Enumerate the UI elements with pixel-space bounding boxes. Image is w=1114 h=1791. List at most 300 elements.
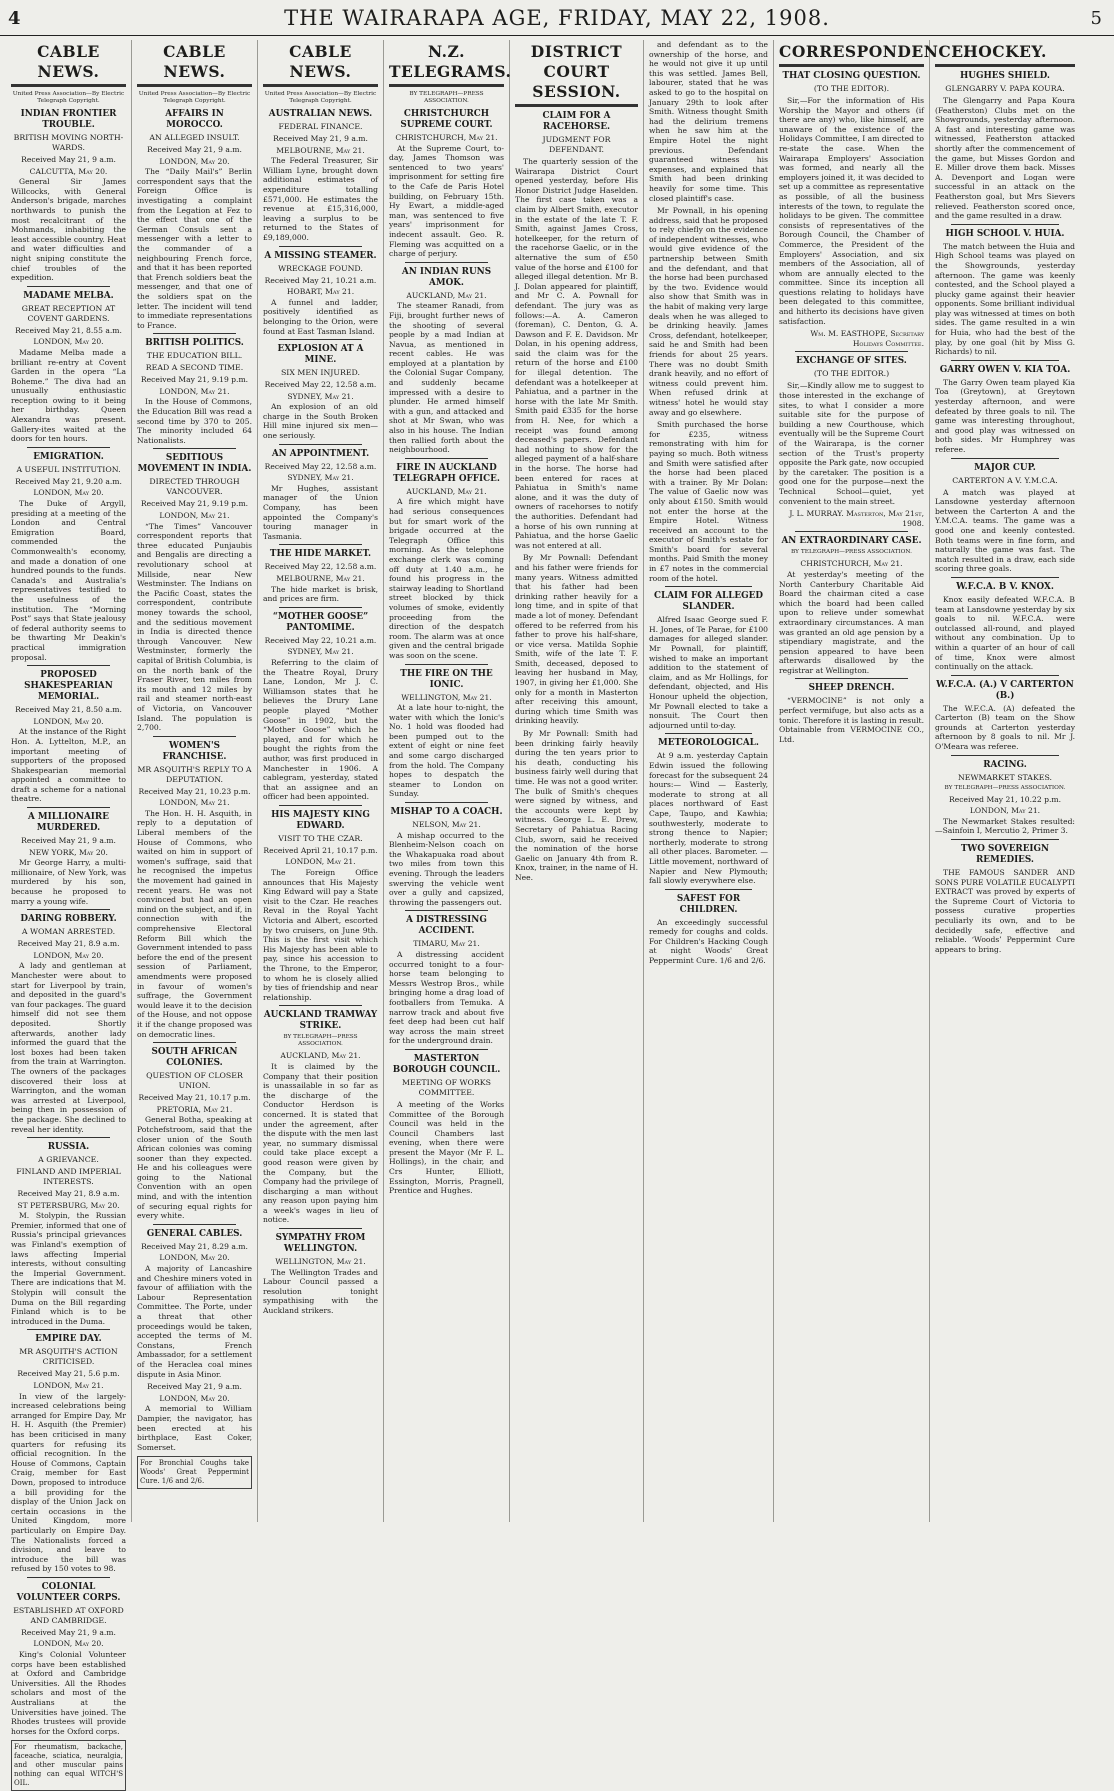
article-body: An explosion of an old charge in the South Broken Hill mine injured six men—one seriously.	[263, 402, 378, 441]
article	[11, 109, 126, 283]
dateline: WELLINGTON, May 21.	[401, 692, 492, 702]
divider	[951, 675, 1059, 676]
double-rule	[263, 84, 378, 87]
article-headline: INDIAN FRONTIER TROUBLE.	[20, 109, 117, 130]
left-folio: 4	[8, 8, 21, 29]
article-headline: AFFAIRS IN MOROCCO.	[165, 109, 224, 130]
divider	[665, 733, 752, 734]
article-headline: SEDITIOUS MOVEMENT IN INDIA.	[137, 453, 252, 475]
article	[137, 1224, 252, 1379]
divider	[951, 577, 1059, 578]
article	[649, 206, 768, 417]
article-body: At the instance of the Right Hon. A. Lyttelton, M.P., an important meeting of supporters of the proposed Shakespearian memorial appointed a committee to draft a scheme for a national theatre.	[11, 727, 126, 804]
article	[779, 329, 924, 348]
article-body: At 9 a.m. yesterday Captain Edwin issued the following forecast for the subsequent 24 hours:— Wind — Easterly, moderate to strong at all places northward of East Cape, Taupo, and Kawhia; southwesterly, moderate to strong thence to Napier; northerly, moderate to strong all other places. Barometer. — Little movement, northward of Napier and New Plymouth; fall slowly everywhere else.	[649, 751, 768, 886]
double-rule	[11, 84, 126, 87]
dateline: LONDON, May 20.	[159, 156, 230, 166]
article-body: At yesterday's meeting of the North Canterbury Charitable Aid Board the chairman cited a case which the board had been called upon to relieve under somewhat extraordinary circumstances. A man was granted an old age pension by a stipendiary magistrate, and the pension appeared to have been afterwards disallowed by the registrar at Wellington.	[779, 569, 924, 675]
dateline: AUCKLAND, May 21.	[406, 486, 487, 496]
dateline: WELLINGTON, May 21.	[275, 1257, 366, 1267]
column-7	[774, 40, 970, 1522]
article	[137, 333, 252, 445]
article	[263, 607, 378, 802]
divider	[405, 910, 488, 911]
column-3	[258, 40, 384, 1522]
article-body: A fire which might have had serious consequences but for smart work of the brigade occurred at the Telegraph Office this morning. As the telephone exchange clerk was coming off duty at 1.40 a.m., he found his progress in the stairway leading to Shortland street blocked by thick volumes of smoke, evidently proceeding from the direction of the despatch room. The alarm was at once given and the central brigade was soon on the scene.	[389, 497, 504, 660]
article-subheadline: BRITISH MOVING NORTH-WARDS.	[13, 133, 124, 152]
article-headline: AN INDIAN RUNS AMOK.	[401, 266, 492, 288]
article	[11, 286, 126, 444]
article	[779, 678, 924, 744]
article	[263, 805, 378, 1003]
article-body: The Federal Treasurer, Sir William Lyne, brought down additional estimates of expenditure totalling £571,000. He estimates the revenue at £15,316,000, leaving a surplus to be returned to the States of £9,189,000.	[263, 156, 378, 242]
dateline: PRETORIA, May 21.	[156, 1104, 233, 1114]
divider	[153, 1042, 236, 1043]
article-body: THE FAMOUS SANDER AND SONS PURE VOLATILE EUCALYPTI EXTRACT was proved by experts of the Supreme Court of Victoria to possess curative properties peculiarly its own, and to be decidedly safe, effective and reliable. ‘Woods’ Peppermint Cure appears to bring.	[935, 868, 1075, 954]
article-headline: PROPOSED SHAKESPEARIAN MEMORIAL.	[24, 670, 113, 703]
article	[263, 544, 378, 603]
double-rule	[389, 84, 504, 87]
article-body: In the House of Commons, the Education Bill was read a second time by 370 to 205. The minority included 64 Nationalists.	[137, 397, 252, 445]
received-time: Received May 21, 8.50 a.m.	[15, 705, 122, 715]
article-headline: EMIGRATION.	[33, 451, 104, 462]
article-body: The Garry Owen team played Kia Toa (Greytown), at Greytown yesterday afternoon, and were defeated by three goals to nil. The game was interesting throughout, and good play was witnessed on both sides. Mr Humphrey was referee.	[935, 377, 1075, 454]
article-headline: SOUTH AFRICAN COLONIES.	[151, 1047, 238, 1069]
dateline: AUCKLAND, May 21.	[406, 290, 487, 300]
article	[779, 351, 924, 506]
article-headline: CLAIM FOR ALLEGED SLANDER.	[654, 591, 763, 613]
article-headline: AUCKLAND TRAMWAY STRIKE.	[263, 1010, 378, 1032]
article	[935, 71, 1075, 221]
divider	[27, 909, 110, 910]
article-headline: THE FIRE ON THE IONIC.	[400, 668, 493, 690]
article-subheadline: (TO THE EDITOR.)	[813, 369, 890, 379]
article-headline: MAJOR CUP.	[974, 462, 1036, 473]
received-time: Received May 21, 9.19 p.m.	[140, 375, 249, 385]
divider	[795, 531, 908, 532]
article-headline: A DISTRESSING ACCIDENT.	[406, 915, 487, 937]
divider	[153, 1224, 236, 1225]
wire-credit: United Press Association—By Electric Telegraph Copyright.	[12, 91, 125, 104]
article	[515, 111, 638, 550]
received-time: Received April 21, 10.17 p.m.	[263, 845, 378, 855]
article-subheadline: JUDGMENT FOR DEFENDANT.	[542, 135, 611, 154]
article-body: Sir,—For the information of His Worship the Mayor and others (if there are any) who, like himself, are unaware of the existence of the Holidays Committee, I am directed to re-state the case. When the Wairarapa Employers' Association was formed, and nearly all the employers joined it, it was decided to set up a committee as representative as possible, of all the business interests of the town, to regulate the holidays to be given. The committee consists of representatives of the Borough Council, the Chamber of Commerce, the President of the Employers' Association, and six members of the Association, all of whom are annually elected to the committee. Since its inception all questions relating to holidays have been delegated to this committee, and hitherto its decisions have given satisfaction.	[779, 96, 924, 326]
received-time: Received May 21, 10.21 a.m.	[264, 275, 377, 285]
divider	[279, 1228, 362, 1229]
article-headline: THE HIDE MARKET.	[269, 549, 372, 560]
article-body: The “Daily Mail's” Berlin correspondent says that the Foreign Office is investigating a complaint from the Legation at Fez to the effect that one of the German Consuls sent a messenger with a letter to the commander of a neighbouring French force, and that it has been reported that French soldiers beat the messenger, and that one of the soldiers spat on the letter. The incident will tend to immediate representations to France.	[137, 167, 252, 330]
divider	[27, 807, 110, 808]
divider	[795, 351, 908, 352]
article-headline: CHRISTCHURCH SUPREME COURT.	[400, 109, 493, 130]
dateline: SYDNEY, May 21.	[287, 473, 354, 483]
article	[263, 444, 378, 542]
section-heading: CABLE NEWS.	[289, 42, 352, 81]
article-body: A memorial to William Dampier, the navigator, has been erected at his birthplace, East Coker, Somerset.	[137, 1404, 252, 1452]
article	[263, 109, 378, 243]
dateline: CALCUTTA, May 20.	[29, 166, 108, 176]
divider	[279, 246, 362, 247]
dateline: SYDNEY, May 21.	[287, 647, 354, 657]
dateline: LONDON, May 21.	[33, 1381, 104, 1390]
divider	[951, 458, 1059, 459]
dateline: LONDON, May 20.	[159, 1253, 230, 1263]
dateline: LONDON, May 20.	[33, 488, 104, 498]
article	[935, 458, 1075, 574]
divider	[665, 889, 752, 890]
dateline: SYDNEY, May 21.	[287, 391, 354, 401]
article-headline: GARRY OWEN V. KIA TOA.	[939, 364, 1071, 375]
dateline: NELSON, May 21.	[412, 820, 481, 830]
article-body: The Wellington Trades and Labour Council passed a resolution tonight sympathising with the Auckland strikers.	[263, 1267, 378, 1316]
article-body: M. Stolypin, the Russian Premier, informed that one of Russia's principal grievances was Finland's exemption of laws affecting Imperial interests, without consulting the Imperial Government. There are indications that M. Stolypin will consult the Duma on the Bill regarding Finland which is to be introduced in the Duma.	[11, 1211, 126, 1326]
article	[389, 664, 504, 800]
article	[649, 40, 768, 203]
double-rule	[779, 64, 924, 67]
article-headline: A MISSING STEAMER.	[264, 250, 377, 261]
article-body: A funnel and ladder, positively identified as belonging to the Orion, were found at East Tasman Island.	[263, 297, 378, 336]
received-time: Received May 22, 12.58 a.m.	[264, 461, 377, 471]
article-headline: FIRE IN AUCKLAND TELEGRAPH OFFICE.	[393, 462, 500, 484]
article-body: “The Times” Vancouver correspondent reports that three educated Punjaubis and Bengalis are directing a revolutionary school at Millside, near New Westminster. The Indians on the Pacific Coast, states the correspondent, contribute money towards the school, and the seditious movement in India is directed thence through Vancouver. New Westminster, formerly the capital of British Columbia, is on the north bank of the Fraser River, ten miles from its mouth and 12 miles by rail and steamer north-east of Victoria, on Vancouver Island. The population is 2,700.	[137, 521, 252, 733]
article-body: The Duke of Argyll, presiding at a meeting of the London and Central Emigration Board, commended the Commonwealth's economy, and made a donation of one hundred pounds to the funds. Canada's and Australia's representatives testified to the usefulness of the institution. The “Morning Post” says that State jealousy of federal authority seems to be thwarting Mr Deakin's practical immigration proposal.	[11, 499, 126, 662]
section-heading: CORRESPONDENCE.	[779, 42, 970, 61]
received-time: Received May 21, 9 a.m.	[147, 145, 242, 154]
section-heading: HOCKEY.	[963, 42, 1047, 61]
article	[935, 224, 1075, 357]
article-body: A distressing accident occurred tonight to a four-horse team belonging to Messrs Westrop Bros., while bringing home a drag load of footballers from Temuka. A narrow track and about five feet deep had been cut half way across the main street for the underground drain.	[389, 949, 504, 1046]
divider	[27, 1137, 110, 1138]
dateline: LONDON, May 20.	[33, 716, 104, 726]
dateline: CHRISTCHURCH, May 21.	[395, 133, 498, 142]
double-rule	[137, 84, 252, 87]
received-time: Received May 21, 9.19 p.m.	[140, 499, 249, 509]
article-subheadline: A USEFUL INSTITUTION.	[16, 464, 121, 474]
article-body: The quarterly session of the Wairarapa District Court opened yesterday, before His Honor District Judge Haselden. The first case taken was a claim by Albert Smith, executor in the estate of the late T. F. Smith, against James Cross, hotelkeeper, for the return of the racehorse Gaelic, or in the alternative the sum of £50 value of the horse and £100 for alleged illegal detention. Mr B. J. Dolan appeared for plaintiff, and Mr C. A. Pownall for defendant. The jury was as follows:—A. A. Cameron (foreman), C. Denton, G. A. Dawson and F. E. Davidson. Mr Dolan, in his opening address, said the claim was for the return of the horse and £100 for illegal detention. The defendant was a hotelkeeper at Pahiatua, and a partner in the horse with the late Mr Smith. Smith paid £335 for the horse from H. Nee, for which a receipt was found among deceased's papers. Defendant had nothing to show for the alleged payment of a half-share in the horse. The horse had been entered for races at Pahiatua in Smith's name alone, and it was the duty of owners of racehorses to notify the authorities. Defendant had a horse of his own running at Pahiatua, and the horse Gaelic was not entered at all.	[515, 157, 638, 550]
article-subheadline: MR ASQUITH'S REPLY TO A DEPUTATION.	[137, 764, 252, 784]
received-time: Received May 21, 9.20 a.m.	[15, 476, 122, 486]
advertisement: For rheumatism, backache, faceache, sciatica, neuralgia, and other muscular pains nothing can equal WITCH'S OIL.	[11, 1740, 126, 1791]
article-headline: COLONIAL VOLUNTEER CORPS.	[16, 1581, 121, 1603]
divider	[405, 1049, 488, 1050]
divider	[665, 586, 752, 587]
article	[263, 1005, 378, 1225]
article-body: In view of the largely-increased celebrations being arranged for Empire Day, Mr H. H. Asquith (the Premier) has been criticised in many quarters for refusing its official recognition. In the House of Commons, Captain Craig, member for East Down, proposed to introduce a bill providing for the display of the Union Jack on certain occasions in the United Kingdom, more particularly on Empire Day. The Nationalists forced a division, and leave to introduce the bill was refused by 150 votes to 98.	[11, 1391, 126, 1574]
article-body: Mr George Harry, a multi-millionaire, of New York, was murdered by his son, because he proposed to marry a young wife.	[11, 858, 126, 906]
article	[935, 577, 1075, 672]
article-body: The Foreign Office announces that His Majesty King Edward will pay a State visit to the Czar. He reaches Reval in the Royal Yacht Victoria and Albert, escorted by two cruisers, on June 9th. This is the first visit which His Majesty has been able to pay, since his accession to the Throne, to the Emperor, to whom he is closely allied by ties of friendship and near relationship.	[263, 868, 378, 1002]
article	[649, 889, 768, 966]
signature: Wm. M. EASTHOPE, Secretary Holidays Committee.	[810, 329, 924, 348]
wire-credit: United Press Association—By Electric Telegraph Copyright.	[264, 91, 377, 104]
article-subheadline: DIRECTED THROUGH VANCOUVER.	[149, 477, 240, 497]
received-time: Received May 21, 9 a.m.	[273, 134, 368, 143]
divider	[405, 802, 488, 803]
dateline: AUCKLAND, May 21.	[280, 1051, 361, 1061]
article	[649, 586, 768, 730]
article	[649, 733, 768, 885]
article	[137, 109, 252, 330]
article	[11, 447, 126, 662]
article-body: The steamer Ranadi, from Fiji, brought further news of the shooting of several people by a mad Indian at Navua, as mentioned in recent cables. He was employed at a plantation by the Colonial Sugar Company, and suddenly became impressed with a desire to plunder. He armed himself with a gun, and attacked and shot at Mr Swan, who was also in his house. The Indian then rallied forth about the neighbourhood.	[389, 301, 504, 455]
double-rule	[935, 64, 1075, 67]
article-headline: GENERAL CABLES.	[146, 1228, 243, 1239]
article-body: Sir,—Kindly allow me to suggest to those interested in the exchange of sites, to what I consider a more suitable site for the purpose of building a new Courthouse, which eventually will be the Supreme Court of the Wairarapa, is the corner section of the Trust's property opposite the Park gate, now occupied by the caretaker. The position is a good one for the purpose—next the Technical School—quiet, yet convenient to the main street.	[779, 381, 924, 506]
article-subheadline: MR ASQUITH'S ACTION CRITICISED.	[19, 1347, 118, 1367]
divider	[951, 755, 1059, 756]
received-time: Received May 21, 8.55 a.m.	[15, 325, 122, 335]
divider	[279, 805, 362, 806]
article	[137, 1042, 252, 1221]
article-body: and defendant as to the ownership of the horse, and he would not give it up until this was settled. James Bell, labourer, stated that he was asked to go to the hospital on January 29th to look after Smith. Witness thought Smith had the delirium tremens when he saw him at the Empire Hotel the night previous. Defendant guaranteed witness his expenses, and explained that Smith had been drinking heavily for some time. This closed plaintiff's case.	[649, 40, 768, 203]
article-body: A lady and gentleman at Manchester were about to start for Liverpool by train, and deposited in the guard's van four packages. The guard himself did not see them deposited. Shortly afterwards, another lady informed the guard that the lost boxes had been taken from the train at Warrington. The owners of the packages discovered their loss at Warrington, and the woman was arrested at Liverpool, being then in possession of the package. She declined to reveal her identity.	[11, 961, 126, 1134]
newspaper-title: THE WAIRARAPA AGE, FRIDAY, MAY 22, 1908.	[284, 6, 830, 30]
dateline: LONDON, May 20.	[159, 1393, 230, 1403]
article-headline: BRITISH POLITICS.	[145, 338, 244, 349]
article	[11, 1329, 126, 1573]
article-body: A meeting of the Works Committee of the Borough Council was held in the Council Chambers last evening, when there were present the Mayor (Mr F. L. Hollings), in the chair, and Crs Hunter, Elliott, Essington, Morris, Pragnell, Prentice and Hughes.	[389, 1099, 504, 1196]
article-body: The match between the Huia and High School teams was played on the Showgrounds, yesterday afternoon. The game was keenly contested, and the School played a plucky game against their heavier opponents. Some brilliant individual play was witnessed at times on both sides. The game resulted in a win for Huia, who had the best of the play, by one goal (hit by Miss G. Richards) to nil.	[935, 241, 1075, 357]
article-subheadline: GREAT RECEPTION AT COVENT GARDENS.	[21, 303, 116, 323]
dateline: LONDON, May 21.	[159, 798, 230, 808]
article-subheadline: SIX MEN INJURED.	[280, 368, 361, 378]
article-headline: AN APPOINTMENT.	[271, 448, 370, 459]
received-time: Received May 22, 12.58 a.m.	[264, 380, 377, 390]
article	[11, 909, 126, 1134]
advertisement: For Bronchial Coughs take Woods' Great Peppermint Cure. 1/6 and 2/6.	[137, 1456, 252, 1489]
article	[11, 807, 126, 906]
article-headline: DARING ROBBERY.	[20, 914, 117, 925]
dateline: LONDON, May 21.	[285, 857, 356, 867]
newspaper-columns	[6, 40, 1108, 1788]
article-subheadline-secondary: READ A SECOND TIME.	[145, 363, 244, 373]
dateline: HOBART, May 21.	[286, 287, 355, 297]
section-heading: CABLE NEWS.	[37, 42, 100, 81]
divider	[153, 333, 236, 334]
article-headline: EXCHANGE OF SITES.	[796, 356, 907, 367]
received-time: Received May 21, 10.23 p.m.	[138, 786, 251, 796]
article	[263, 246, 378, 337]
article	[389, 109, 504, 259]
article-body: Alfred Isaac George sued F. H. Jones, of Te Parae, for £100 damages for alleged slander. Mr Pownall, for plaintiff, wished to make an important addition to the statement of claim, and as Mr Hollings, for defendant, objected, and His Honour upheld the objection, Mr Pownall elected to take a nonsuit. The Court then adjourned until to-day.	[649, 615, 768, 730]
article-subheadline: THE EDUCATION BILL.	[146, 351, 243, 361]
article-body: By Mr Pownall: Defendant and his father were friends for many years. Witness admitted that his father had been drinking rather heavily for a long time, and in spite of that made a lot of money. Defendant offered to be referred from his father to prove his half-share, or vice versa. Matilda Sophie Smith, wife of the late T. F. Smith, deceased, deposed to leaving her husband in May, 1907, in giving her £1,000. She only for a month in Masterton after receiving this amount, during which time Smith was drinking heavily.	[515, 553, 638, 726]
divider	[951, 224, 1059, 225]
dateline: NEW YORK, May 20.	[29, 847, 108, 857]
article-headline: WOMEN'S FRANCHISE.	[162, 740, 227, 762]
article-body: A majority of Lancashire and Cheshire miners voted in favour of affiliation with the Labour Representation Committee. The Porte, under a threat that other proceedings would be taken, accepted the terms of M. Constans, French Ambassador, for a settlement of the Heraclea coal mines dispute in Asia Minor.	[137, 1264, 252, 1379]
article-headline: MISHAP TO A COACH.	[390, 807, 503, 818]
divider	[27, 1329, 110, 1330]
received-time: Received May 21, 10.17 p.m.	[138, 1093, 251, 1103]
divider	[153, 448, 236, 449]
article-body: The W.F.C.A. (A) defeated the Carterton (B) team on the Show grounds at Carterton yesterday afternoon by 8 goals to nil. Mr J. O'Meara was referee.	[935, 703, 1075, 752]
article	[11, 1137, 126, 1326]
article-subheadline: A WOMAN ARRESTED.	[21, 927, 116, 937]
article-subheadline: (TO THE EDITOR).	[813, 84, 890, 93]
dateline: LONDON, May 20.	[33, 337, 104, 347]
section-heading: N.Z. TELEGRAMS.	[389, 42, 512, 81]
article-headline: TWO SOVEREIGN REMEDIES.	[960, 844, 1050, 866]
divider	[27, 1577, 110, 1578]
article-subheadline: FEDERAL FINANCE.	[278, 122, 363, 131]
article-subheadline: NEWMARKET STAKES.	[957, 772, 1052, 782]
article-subheadline: QUESTION OF CLOSER UNION.	[146, 1071, 243, 1091]
dateline: LONDON, May 20.	[33, 1639, 104, 1649]
article-body: Referring to the claim of the Theatre Royal, Drury Lane, London, Mr J. C. Williamson states that he believes the Drury Lane people played “Mother Goose” in 1902, but the “Mother Goose” which he played, and for which he bought the rights from the author, was first produced in Manchester in 1906. A cablegram, yesterday, stated that an assignee and an officer had been appointed.	[263, 657, 378, 802]
article	[389, 1049, 504, 1196]
article-subheadline: ESTABLISHED AT OXFORD AND CAMBRIDGE.	[13, 1605, 124, 1625]
received-time: Received May 21, 8.9 a.m.	[17, 939, 120, 949]
article-body: General Sir James Willcocks, with General Anderson's brigade, marches northwards to punish the most recalcitrant of the Mohmands, inhabiting the least accessible country. Heat and water difficulties and night sniping constitute the chief troubles of the expedition.	[11, 177, 126, 283]
article	[137, 736, 252, 1039]
column-8	[930, 40, 1080, 1522]
divider	[795, 678, 908, 679]
wire-credit: BY TELEGRAPH—PRESS ASSOCIATION.	[409, 91, 484, 104]
article-headline: “MOTHER GOOSE” PANTOMIME.	[272, 611, 369, 633]
article	[137, 1382, 252, 1452]
article	[779, 531, 924, 675]
article	[389, 262, 504, 455]
article-headline: MASTERTON BOROUGH COUNCIL.	[392, 1053, 501, 1075]
received-time: Received May 21, 9 a.m.	[21, 155, 116, 164]
dateline: LONDON, May 21.	[159, 386, 230, 396]
article	[649, 420, 768, 583]
divider	[279, 607, 362, 608]
wire-credit: BY TELEGRAPH—PRESS ASSOCIATION.	[283, 1034, 358, 1048]
divider	[279, 544, 362, 545]
column-4	[384, 40, 510, 1522]
article-body: Madame Melba made a brilliant re-entry at Covent Garden in the opera “La Boheme.” The diva had an unusually enthusiastic reception owing to it being her birthday. Queen Alexandra was present. Gallery-ites waited at the doors for ten hours.	[11, 347, 126, 444]
article	[515, 729, 638, 883]
column-5	[510, 40, 644, 1522]
received-time: Received May 21, 8.29 a.m.	[141, 1241, 248, 1251]
article-subheadline: VISIT TO THE CZAR.	[278, 833, 363, 843]
article-body: At a late hour to-night, the water with which the Ionic's No. 1 hold was flooded had been pumped out to the extent of eight or nine feet and some cargo discharged from the hold. The Company hopes to despatch the steamer to London on Sunday.	[389, 703, 504, 799]
article-subheadline: AN ALLEGED INSULT.	[149, 133, 240, 142]
article-headline: HIS MAJESTY KING EDWARD.	[271, 809, 370, 831]
article-headline: MADAME MELBA.	[23, 290, 114, 301]
double-rule	[515, 104, 638, 107]
article-subheadline: CARTERTON A V. Y.M.C.A.	[952, 475, 1058, 485]
article-body: “VERMOCINE” is not only a perfect vermifuge, but also acts as a tonic. Therefore it is lasting in result. Obtainable from VERMOCINE CO., Ltd.	[779, 696, 924, 744]
article	[11, 665, 126, 804]
article	[935, 755, 1075, 836]
article-body: At the Supreme Court, to-day, James Thomson was sentenced to two years' imprisonment for setting fire to the Cafe de Paris Hotel building, on February 15th. Hy Ewart, a middle-aged man, was sentenced to five years' imprisonment for indecent assault. Geo. R. Fleming was acquitted on a charge of perjury.	[389, 143, 504, 259]
article	[263, 339, 378, 441]
article-body: The hide market is brisk, and prices are firm.	[263, 584, 378, 604]
article-headline: HIGH SCHOOL V. HUIA.	[945, 228, 1065, 239]
article-body: A match was played at Lansdowne yesterday afternoon between the Carterton A and the Y.M.C.A. teams. The game was a good one and keenly contested. Both teams were in fine form, and naturally the game was fast. The match resulted in a draw, each side scoring three goals.	[935, 487, 1075, 574]
article	[779, 71, 924, 326]
article-headline: SHEEP DRENCH.	[808, 683, 895, 694]
article-body: It is claimed by the Company that their position is unassailable in so far as the discharge of the Conductor Herdson is concerned. It is stated that under the agreement, after the dispute with the men last year, no summary dismissal could take place except a good reason were given by the Company, but the Company had the privilege of discharging a man without any reason upon paying him a week's wages in lieu of notice.	[263, 1061, 378, 1225]
article-body: Knox easily defeated W.F.C.A. B team at Lansdowne yesterday by six goals to nil. W.F.C.A. were outclassed all-round, and played without any combination. Up to within a quarter of an hour of call of time, Knox were almost continually on the attack.	[935, 594, 1075, 672]
masthead	[0, 0, 1114, 36]
article	[137, 448, 252, 732]
dateline: LONDON, May 21.	[969, 806, 1041, 816]
article	[935, 360, 1075, 455]
article	[779, 509, 924, 528]
divider	[279, 1005, 362, 1006]
article-headline: CLAIM FOR A RACEHORSE.	[542, 111, 611, 132]
divider	[279, 444, 362, 445]
article	[11, 1577, 126, 1737]
article	[263, 1228, 378, 1316]
column-2	[132, 40, 258, 1522]
article-headline: METEOROLOGICAL.	[658, 738, 759, 749]
received-time: Received May 21, 5.6 p.m.	[17, 1369, 120, 1379]
divider	[27, 447, 110, 448]
received-time: Received May 22, 12.58 a.m.	[264, 562, 377, 572]
article-body: The Newmarket Stakes resulted:—Sainfoin I, Mercutio 2, Primer 3.	[935, 816, 1075, 836]
article-headline: W.F.C.A. (A.) V CARTERTON (B.)	[936, 679, 1074, 701]
dateline: ST PETERSBURG, May 20.	[17, 1200, 120, 1210]
received-time: Received May 21, 9 a.m.	[147, 1382, 242, 1392]
dateline: MELBOURNE, May 21.	[276, 145, 365, 155]
article	[389, 802, 504, 907]
article-headline: W.F.C.A. B V. KNOX.	[956, 581, 1054, 592]
divider	[405, 664, 488, 665]
article-headline: RACING.	[983, 759, 1027, 770]
received-time: Received May 22, 10.21 a.m.	[264, 635, 377, 645]
article-body: An exceedingly successful remedy for coughs and colds. For Children's Hacking Cough at night Woods' Great Peppermint Cure. 1/6 and 2/6.	[649, 917, 768, 966]
dateline: TIMARU, May 21.	[413, 939, 480, 949]
divider	[951, 839, 1059, 840]
article-subheadline-secondary: FINLAND AND IMPERIAL INTERESTS.	[16, 1167, 121, 1187]
article	[935, 839, 1075, 954]
wire-credit: BY TELEGRAPH—PRESS ASSOCIATION.	[944, 784, 1066, 791]
dateline: CHRISTCHURCH, May 21.	[800, 559, 903, 569]
article-headline: THAT CLOSING QUESTION.	[782, 71, 921, 81]
article-headline: HUGHES SHIELD.	[960, 71, 1050, 81]
article	[935, 675, 1075, 752]
wire-credit: United Press Association—By Electric Telegraph Copyright.	[138, 91, 251, 104]
divider	[405, 262, 488, 263]
article	[389, 458, 504, 661]
article-body: Mr Pownall, in his opening address, said that he proposed to rely chiefly on the evidence of independent witnesses, who would give evidence of the partnership between Smith and the defendant, and that the horse had been purchased by the two. Evidence would also show that Smith was in the habit of making very large deals when he was alleged to be drinking heavily. James Cross, defendant, hotelkeeper, said he and Smith had been friends for about 25 years. There was no doubt Smith drank heavily, and no effort of witness could prevent him. When refused drink at witness' hotel he would stay away and go elsewhere.	[649, 206, 768, 417]
divider	[279, 339, 362, 340]
received-time: Received May 21, 9 a.m.	[21, 836, 116, 846]
dateline: LONDON, May 21.	[159, 511, 230, 521]
article-body: King's Colonial Volunteer corps have been established at Oxford and Cambridge Universities. All the Rhodes scholars and most of the Australians at the Universities have joined. The Rhodes trustees will provide horses for the Oxford corps.	[11, 1650, 126, 1736]
divider	[153, 736, 236, 737]
article-body: By Mr Pownall: Smith had been drinking fairly heavily during the ten years prior to his death, conducting his business fairly well during that time. He was not a good writer. The bulk of Smith's cheques were signed by witness, and the accounts were kept by witness. George L. E. Drew, Secretary of Pahiatua Racing Club, sworn, said he received the nomination of the horse Gaelic on January 4th from R. Knox, trainer, in the name of H. Nee.	[515, 729, 638, 882]
received-time: Received May 21, 10.22 p.m.	[949, 794, 1061, 804]
divider	[405, 458, 488, 459]
article-subheadline: MEETING OF WORKS COMMITTEE.	[402, 1077, 491, 1097]
article-headline: SYMPATHY FROM WELLINGTON.	[275, 1233, 366, 1255]
article-body: Mr Hughes, assistant manager of the Union Company, has been appointed the Company's touring manager in Tasmania.	[263, 483, 378, 541]
wire-credit: BY TELEGRAPH—PRESS ASSOCIATION.	[791, 549, 912, 556]
article	[515, 553, 638, 726]
article-headline: RUSSIA.	[47, 1142, 90, 1153]
received-time: Received May 21, 8.9 a.m.	[17, 1189, 120, 1199]
divider	[951, 360, 1059, 361]
article-headline: AUSTRALIAN NEWS.	[268, 109, 373, 119]
column-6	[644, 40, 774, 1522]
page-number: 5	[1090, 8, 1102, 29]
article-headline: EXPLOSION AT A MINE.	[277, 344, 364, 366]
article-subheadline: A GRIEVANCE.	[38, 1155, 99, 1165]
column-1	[6, 40, 132, 1788]
section-heading: DISTRICT COURT SESSION.	[530, 42, 623, 101]
divider	[27, 286, 110, 287]
article-body: The Hon. H. H. Asquith, in reply to a deputation of Liberal members of the House of Commons, who waited on him in support of women's suffrage, said that he recognised the impetus the movement had gained in recent years. He was not convinced but had an open mind on the subject, and if, in connection with the comprehensive Electoral Reform Bill which the Government intended to pass before the end of the present session of Parliament, amendments were proposed in favour of women's suffrage, the Government would leave it to the decision of the House, and not oppose it if the change proposed was on democratic lines.	[137, 808, 252, 1039]
article-subheadline: WRECKAGE FOUND.	[278, 263, 363, 273]
section-heading: CABLE NEWS.	[163, 42, 226, 81]
